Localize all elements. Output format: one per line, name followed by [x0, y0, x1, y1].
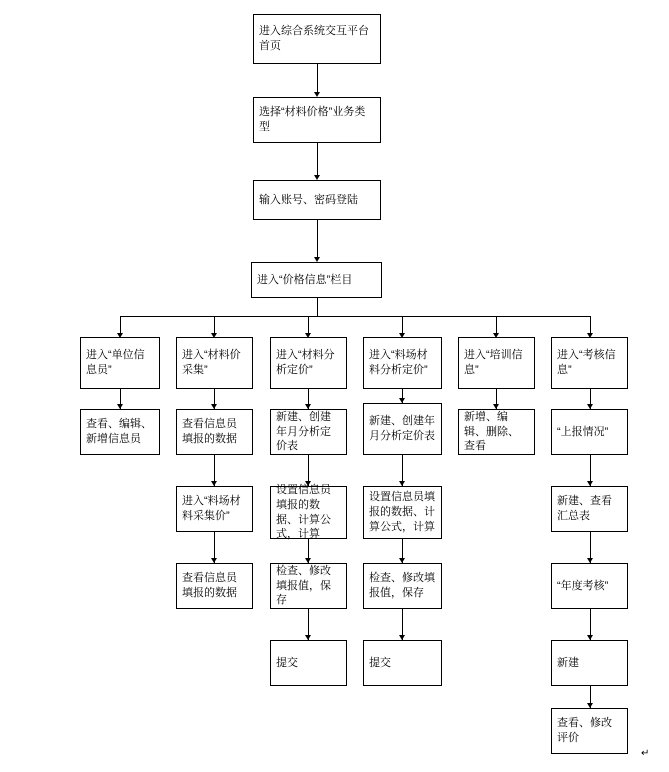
- flow-node-c1: [80, 337, 160, 389]
- flow-node-e4: [363, 640, 442, 686]
- flow-node-g5: [551, 708, 628, 754]
- arrow-bus-c4: [399, 333, 405, 338]
- arrow-n1-n2: [314, 92, 320, 97]
- flow-node-label: 输入账号、密码登陆: [259, 193, 358, 206]
- flow-node-n2: [253, 97, 381, 143]
- flow-node-c6: [551, 337, 628, 389]
- flow-node-n1: [253, 14, 381, 64]
- arrow-g2-g3: [587, 558, 593, 563]
- flow-node-g1: [551, 409, 628, 455]
- drop-c5: [496, 316, 497, 333]
- arrow-bus-c5: [493, 333, 499, 338]
- flow-node-label: 新建、查看汇总表: [557, 495, 612, 522]
- arrow-g1-g2: [587, 481, 593, 486]
- flow-node-d1: [270, 409, 347, 455]
- flow-node-label: 查看信息员填报的数据: [182, 572, 237, 599]
- flow-node-label: 检查、修改填报值，保存: [369, 572, 435, 599]
- flow-node-d4: [270, 640, 347, 686]
- arrow-d3-d4: [305, 635, 311, 640]
- drop-c6: [590, 316, 591, 333]
- arrow-bus-c6: [587, 333, 593, 338]
- arrow-bus-c3: [305, 333, 311, 338]
- flow-node-label: 选择“材料价格”业务类型: [259, 106, 366, 133]
- flow-node-label: 查看、编辑、新增信息员: [86, 418, 152, 445]
- flow-node-g4: [551, 640, 628, 686]
- flow-node-label: 查看、修改评价: [557, 717, 612, 744]
- flow-node-label: 进入“材料分析定价”: [276, 349, 335, 376]
- drop-c1: [120, 316, 121, 333]
- drop-c2: [214, 316, 215, 333]
- flow-node-label: 新建: [557, 656, 579, 669]
- flow-node-label: 检查、修改填报值，保存: [276, 564, 331, 607]
- flow-node-label: 进入综合系统交互平台首页: [259, 25, 369, 52]
- arrow-n3-n4: [314, 257, 320, 262]
- flow-node-g2: [551, 486, 628, 532]
- flow-node-label: 进入“单位信息员”: [86, 349, 145, 376]
- arrow-bus-c2: [211, 333, 217, 338]
- flow-node-c5: [458, 337, 535, 389]
- flow-node-label: 提交: [276, 656, 298, 669]
- arrow-bus-c1: [117, 333, 123, 338]
- arrow-e2-e3: [399, 558, 405, 563]
- flow-node-label: “年度考核”: [557, 579, 609, 592]
- flow-node-n4: [251, 262, 382, 298]
- flow-node-label: 新建、创建年月分析定价表: [276, 410, 331, 453]
- connector-n3-n4: [317, 220, 318, 257]
- flow-node-b2: [176, 486, 253, 532]
- flow-node-label: “上报情况”: [557, 425, 609, 438]
- arrow-c3-d1: [305, 404, 311, 409]
- connector-n2-n3: [317, 143, 318, 175]
- flow-node-label: 设置信息员填报的数据、计算公式，计算: [276, 483, 331, 541]
- drop-c3: [308, 316, 309, 333]
- flow-node-label: 新增、编辑、删除、查看: [464, 410, 519, 453]
- flow-node-label: 进入“材料价采集”: [182, 349, 241, 376]
- paragraph-mark: ↵: [641, 748, 650, 759]
- arrow-g4-g5: [587, 703, 593, 708]
- arrow-b1-b2: [211, 481, 217, 486]
- flow-node-label: 查看信息员填报的数据: [182, 418, 237, 445]
- flow-node-label: 提交: [369, 656, 391, 669]
- flow-node-label: 进入“料场材料采集价”: [182, 495, 241, 522]
- flow-node-label: 进入“价格信息”栏目: [257, 273, 353, 286]
- arrow-c1-a1: [117, 404, 123, 409]
- flow-node-label: 新建、创建年月分析定价表: [369, 415, 435, 442]
- flow-node-b3: [176, 563, 253, 609]
- arrow-e3-e4: [399, 635, 405, 640]
- arrow-c6-g1: [587, 404, 593, 409]
- flow-node-label: 进入“培训信息”: [464, 349, 523, 376]
- flow-node-c3: [270, 337, 347, 389]
- flow-node-c2: [176, 337, 253, 389]
- arrow-c2-b1: [211, 404, 217, 409]
- connector-n1-n2: [317, 64, 318, 92]
- flow-node-d3: [270, 563, 347, 609]
- arrow-g3-g4: [587, 635, 593, 640]
- flow-node-a1: [80, 409, 160, 455]
- arrow-d1-d2: [305, 481, 311, 486]
- arrow-c5-f1: [493, 404, 499, 409]
- arrow-n2-n3: [314, 175, 320, 180]
- connector-n4-bus: [317, 298, 318, 316]
- flow-node-e1: [363, 403, 442, 455]
- flow-node-label: 设置信息员填报的数据、计算公式，计算: [369, 491, 435, 533]
- flow-node-g3: [551, 563, 628, 609]
- flow-node-c4: [363, 337, 442, 389]
- arrow-c4-e1: [399, 398, 405, 403]
- flow-node-b1: [176, 409, 253, 455]
- flow-node-label: 进入“料场材料分析定价”: [369, 349, 428, 376]
- flow-node-f1: [458, 409, 535, 455]
- arrow-b2-b3: [211, 558, 217, 563]
- flow-node-n3: [253, 180, 381, 220]
- arrow-e1-e2: [399, 481, 405, 486]
- arrow-d2-d3: [305, 558, 311, 563]
- flow-node-d2: [270, 483, 347, 541]
- drop-c4: [402, 316, 403, 333]
- flow-node-e2: [363, 486, 442, 539]
- flow-node-label: 进入“考核信息”: [557, 349, 616, 376]
- bus-horizontal: [120, 316, 590, 317]
- flow-node-e3: [363, 563, 442, 609]
